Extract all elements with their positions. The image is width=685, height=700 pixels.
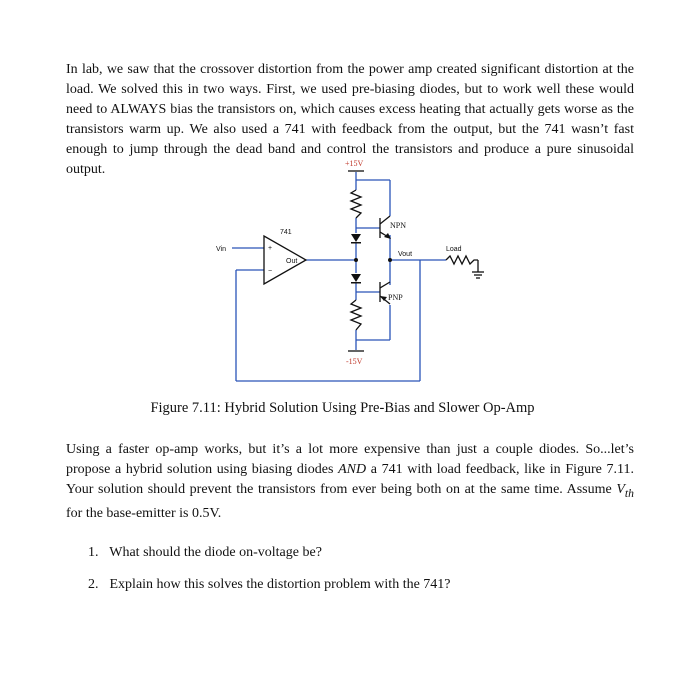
figure-caption: Figure 7.11: Hybrid Solution Using Pre-Bias and Slower Op-Amp xyxy=(150,400,535,416)
body-text-part1: Using a faster op-amp works, but it’s a lot more expensive than just a couple diodes. So...let’s propose a hybrid solution using biasing diodes xyxy=(66,442,634,477)
npn-label: NPN xyxy=(390,221,407,230)
vth-symbol xyxy=(616,482,634,500)
pnp-label: PNP xyxy=(388,293,403,302)
junction-dot xyxy=(388,258,392,262)
vth-sub: th xyxy=(624,486,634,500)
bottom-diode xyxy=(351,274,361,282)
vout-label: Vout xyxy=(398,251,413,258)
body-text-part3: for the base-emitter is 0.5V. xyxy=(66,505,222,521)
junction-dot xyxy=(354,258,358,262)
pos-supply-label: +15V xyxy=(345,159,364,168)
ground-icon xyxy=(472,260,484,278)
top-bias-resistor xyxy=(351,190,361,218)
question-text: Explain how this solves the distortion problem with the 741? xyxy=(109,577,451,592)
bottom-diode-bar xyxy=(351,282,361,284)
body-paragraph xyxy=(66,440,634,524)
intro-paragraph: In lab, we saw that the crossover distortion from the power amp created significant distortion at the load. We solved this in two ways. First, we used pre-biasing diodes, but to work well these would need to ALWAYS bias the transistors on, which causes excess heating that actually gets worse as the transistors warm up. We also used a 741 with feedback from the output, but the 741 wasn’t fast enough to jump through the dead band and control the transistors and produce a pure sinusoidal output. xyxy=(66,62,634,177)
inverting-input-label: − xyxy=(268,268,273,275)
question-number: 2. xyxy=(88,577,99,592)
list-item xyxy=(88,575,451,607)
question-list xyxy=(88,543,451,607)
list-item xyxy=(88,543,451,575)
noninverting-input-label: + xyxy=(268,245,273,252)
opamp-label: 741 xyxy=(280,229,292,236)
load-label: Load xyxy=(446,246,462,253)
top-diode xyxy=(351,234,361,242)
body-text-and: AND xyxy=(338,462,367,477)
load-resistor xyxy=(446,256,478,264)
bottom-bias-resistor xyxy=(351,300,361,330)
vin-label: Vin xyxy=(216,246,226,253)
vth-v: V xyxy=(616,482,625,497)
question-text: What should the diode on-voltage be? xyxy=(109,545,322,560)
body-text-part2: a 741 with load feedback, like in Figure 7.11. Your solution should prevent the transistors from ever being both on at the same time. Assume xyxy=(66,462,635,497)
neg-supply-label: -15V xyxy=(346,357,363,366)
opamp-741 xyxy=(264,236,306,284)
top-diode-bar xyxy=(351,242,361,244)
opamp-out-label: Out xyxy=(286,258,298,265)
question-number: 1. xyxy=(88,545,99,560)
